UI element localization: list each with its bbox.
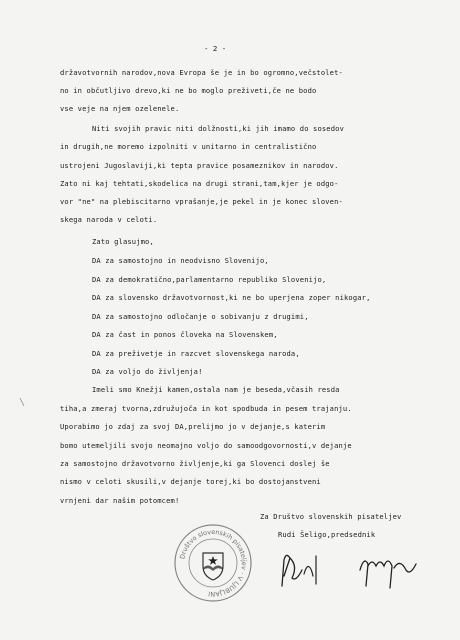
da-item: DA za demokratično,parlamentarno republiko Slovenijo, <box>92 275 327 284</box>
handwritten-signature <box>276 546 426 590</box>
body-line: vrnjeni dar našim potomcem! <box>60 496 180 505</box>
body-line: in drugih,ne moremo izpolniti v unitarno in centralistično <box>60 142 317 151</box>
body-line: bomo utemeljili svojo neomajno voljo do samoodgovornosti,v dejanje <box>60 441 352 450</box>
body-line: Niti svojih pravic niti dolžnosti,ki jih imamo do sosedov <box>92 124 344 133</box>
da-item: DA za slovensko državotvornost,ki ne bo uperjena zoper nikogar, <box>92 293 371 302</box>
da-item: DA za čast in ponos človeka na Slovenskem, <box>92 330 278 339</box>
da-item: DA za preživetje in razcvet slovenskega naroda, <box>92 349 300 358</box>
body-line: Uporabimo jo zdaj za svoj DA,prelijmo jo v dejanje,s katerim <box>60 422 326 431</box>
body-line: ustrojeni Jugoslaviji,ki tepta pravice posameznikov in narodov. <box>60 161 339 170</box>
society-seal-stamp <box>170 520 256 606</box>
da-item: DA za voljo do življenja! <box>92 367 203 376</box>
body-line: Imeli smo Knežji kamen,ostala nam je beseda,včasih resda <box>92 385 340 394</box>
body-line: Zato ni kaj tehtati,skodelica na drugi strani,tam,kjer je odgo- <box>60 179 339 188</box>
signature-organization: Za Društvo slovenskih pisateljev <box>260 512 402 521</box>
body-line: vse veje na njem ozelenele. <box>60 104 180 113</box>
page-number: - 2 - <box>204 44 227 53</box>
signatory-name: Rudi Šeligo,predsednik <box>278 530 376 539</box>
body-line: no in občutljivo drevo,ki ne bo moglo preživeti,če ne bodo <box>60 86 317 95</box>
da-item: DA za samostojno in neodvisno Slovenijo, <box>92 256 269 265</box>
body-line: tiha,a zmeraj tvorna,združujoča in kot spodbuda in pesem trajanju. <box>60 404 352 413</box>
svg-text:Društvo slovenskih pisateljev: Društvo slovenskih pisateljev · V LJUBLJANI <box>178 527 249 599</box>
body-line: Zato glasujmo, <box>92 237 154 246</box>
body-line: vor "ne" na plebiscitarno vprašanje,je pekel in je konec sloven- <box>60 197 343 206</box>
margin-mark <box>19 397 25 407</box>
body-line: za samostojno državotvorno življenje,ki ga Slovenci doslej še <box>60 459 330 468</box>
da-item: DA za samostojno odločanje o sobivanju z drugimi, <box>92 312 309 321</box>
body-line: nismo v celoti skusili,v dejanje torej,ki bo dostojanstveni <box>60 477 321 486</box>
body-line: državotvornih narodov,nova Evropa še je in bo ogromno,večstolet- <box>60 68 343 77</box>
body-line: skega naroda v celoti. <box>60 215 158 224</box>
